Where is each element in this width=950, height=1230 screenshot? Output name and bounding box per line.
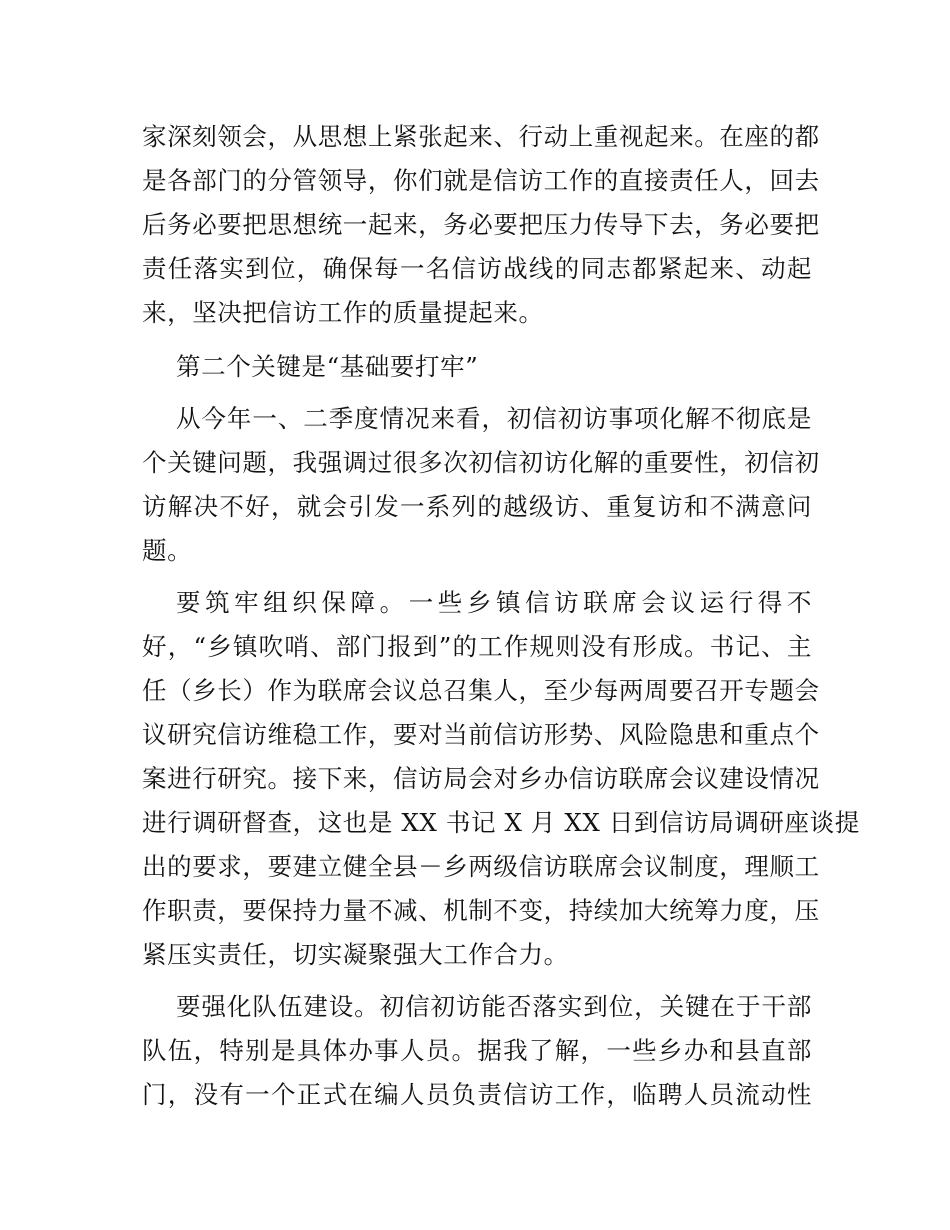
text-line: 门，没有一个正式在编人员负责信访工作，临聘人员流动性 xyxy=(142,1080,812,1109)
text-line: 好，“乡镇吹哨、部门报到”的工作规则没有形成。书记、主 xyxy=(142,632,812,661)
text-line: 任（乡长）作为联席会议总召集人，至少每两周要召开专题会 xyxy=(142,676,820,705)
text-line: 案进行研究。接下来，信访局会对乡办信访联席会议建设情况 xyxy=(142,764,820,793)
text-line: 后务必要把思想统一起来，务必要把压力传导下去，务必要把 xyxy=(142,210,820,239)
section-heading: 第二个关键是“基础要打牢” xyxy=(176,352,479,381)
text-line: 题。 xyxy=(142,536,193,565)
text-line: 要筑牢组织保障。一些乡镇信访联席会议运行得不 xyxy=(176,588,812,617)
text-line: 家深刻领会，从思想上紧张起来、行动上重视起来。在座的都 xyxy=(142,122,820,151)
text-line: 来，坚决把信访工作的质量提起来。 xyxy=(142,298,544,327)
text-line: 进行调研督查，这也是 XX 书记 X 月 XX 日到信访局调研座谈提 xyxy=(142,808,860,837)
text-line: 紧压实责任，切实凝聚强大工作合力。 xyxy=(142,940,569,969)
text-line: 访解决不好，就会引发一系列的越级访、重复访和不满意问 xyxy=(142,492,812,521)
text-line: 议研究信访维稳工作，要对当前信访形势、风险隐患和重点个 xyxy=(142,720,820,749)
text-line: 出的要求，要建立健全县－乡两级信访联席会议制度，理顺工 xyxy=(142,852,820,881)
text-line: 队伍，特别是具体办事人员。据我了解，一些乡办和县直部 xyxy=(142,1036,812,1065)
text-line: 个关键问题，我强调过很多次初信初访化解的重要性，初信初 xyxy=(142,448,820,477)
text-line: 从今年一、二季度情况来看，初信初访事项化解不彻底是 xyxy=(176,404,812,433)
text-line: 是各部门的分管领导，你们就是信访工作的直接责任人，回去 xyxy=(142,166,820,195)
text-line: 责任落实到位，确保每一名信访战线的同志都紧起来、动起 xyxy=(142,254,812,283)
text-line: 作职责，要保持力量不减、机制不变，持续加大统筹力度，压 xyxy=(142,896,820,925)
text-line: 要强化队伍建设。初信初访能否落实到位，关键在于干部 xyxy=(176,992,812,1021)
